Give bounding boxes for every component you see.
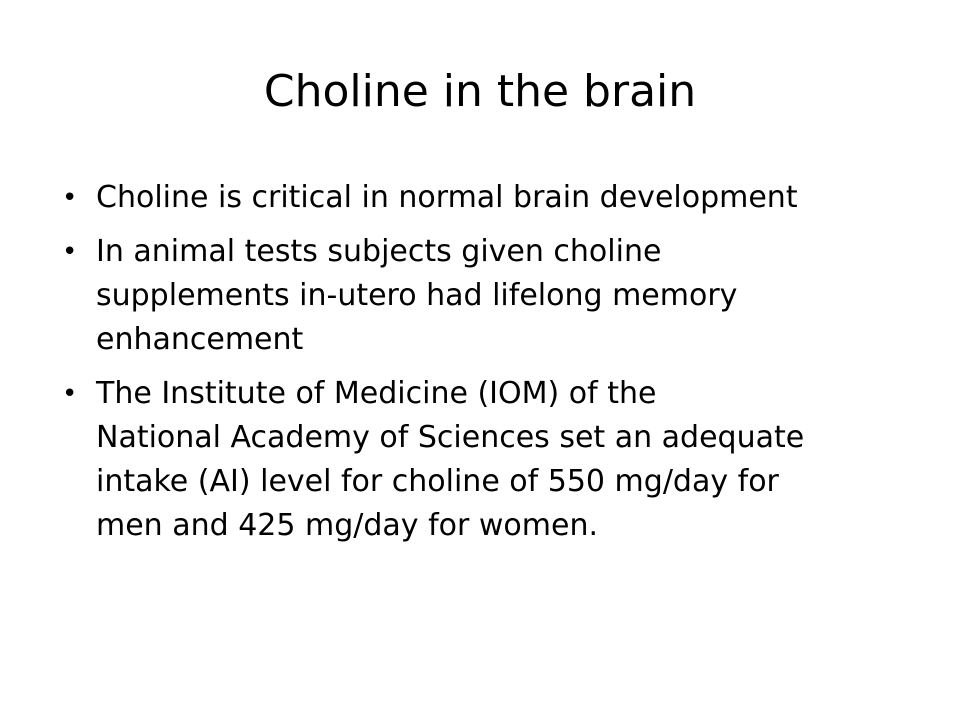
bullet-text: Choline is critical in normal brain development [96, 180, 798, 215]
bullet-text: The Institute of Medicine (IOM) of the National Academy of Sciences set an adequate intake (AI) level for choline of 550 mg/day for men and 425 mg/day for women. [96, 376, 805, 543]
bullet-list [62, 176, 922, 558]
bullet-dot-icon: • [62, 237, 78, 267]
bullet-item [62, 372, 922, 548]
bullet-text: In animal tests subjects given choline supplements in-utero had lifelong memory enhancement [96, 234, 738, 357]
bullet-dot-icon: • [62, 379, 78, 409]
bullet-item [62, 176, 922, 220]
bullet-dot-icon: • [62, 183, 78, 213]
slide-title: Choline in the brain [263, 66, 697, 117]
bullet-item [62, 230, 922, 362]
